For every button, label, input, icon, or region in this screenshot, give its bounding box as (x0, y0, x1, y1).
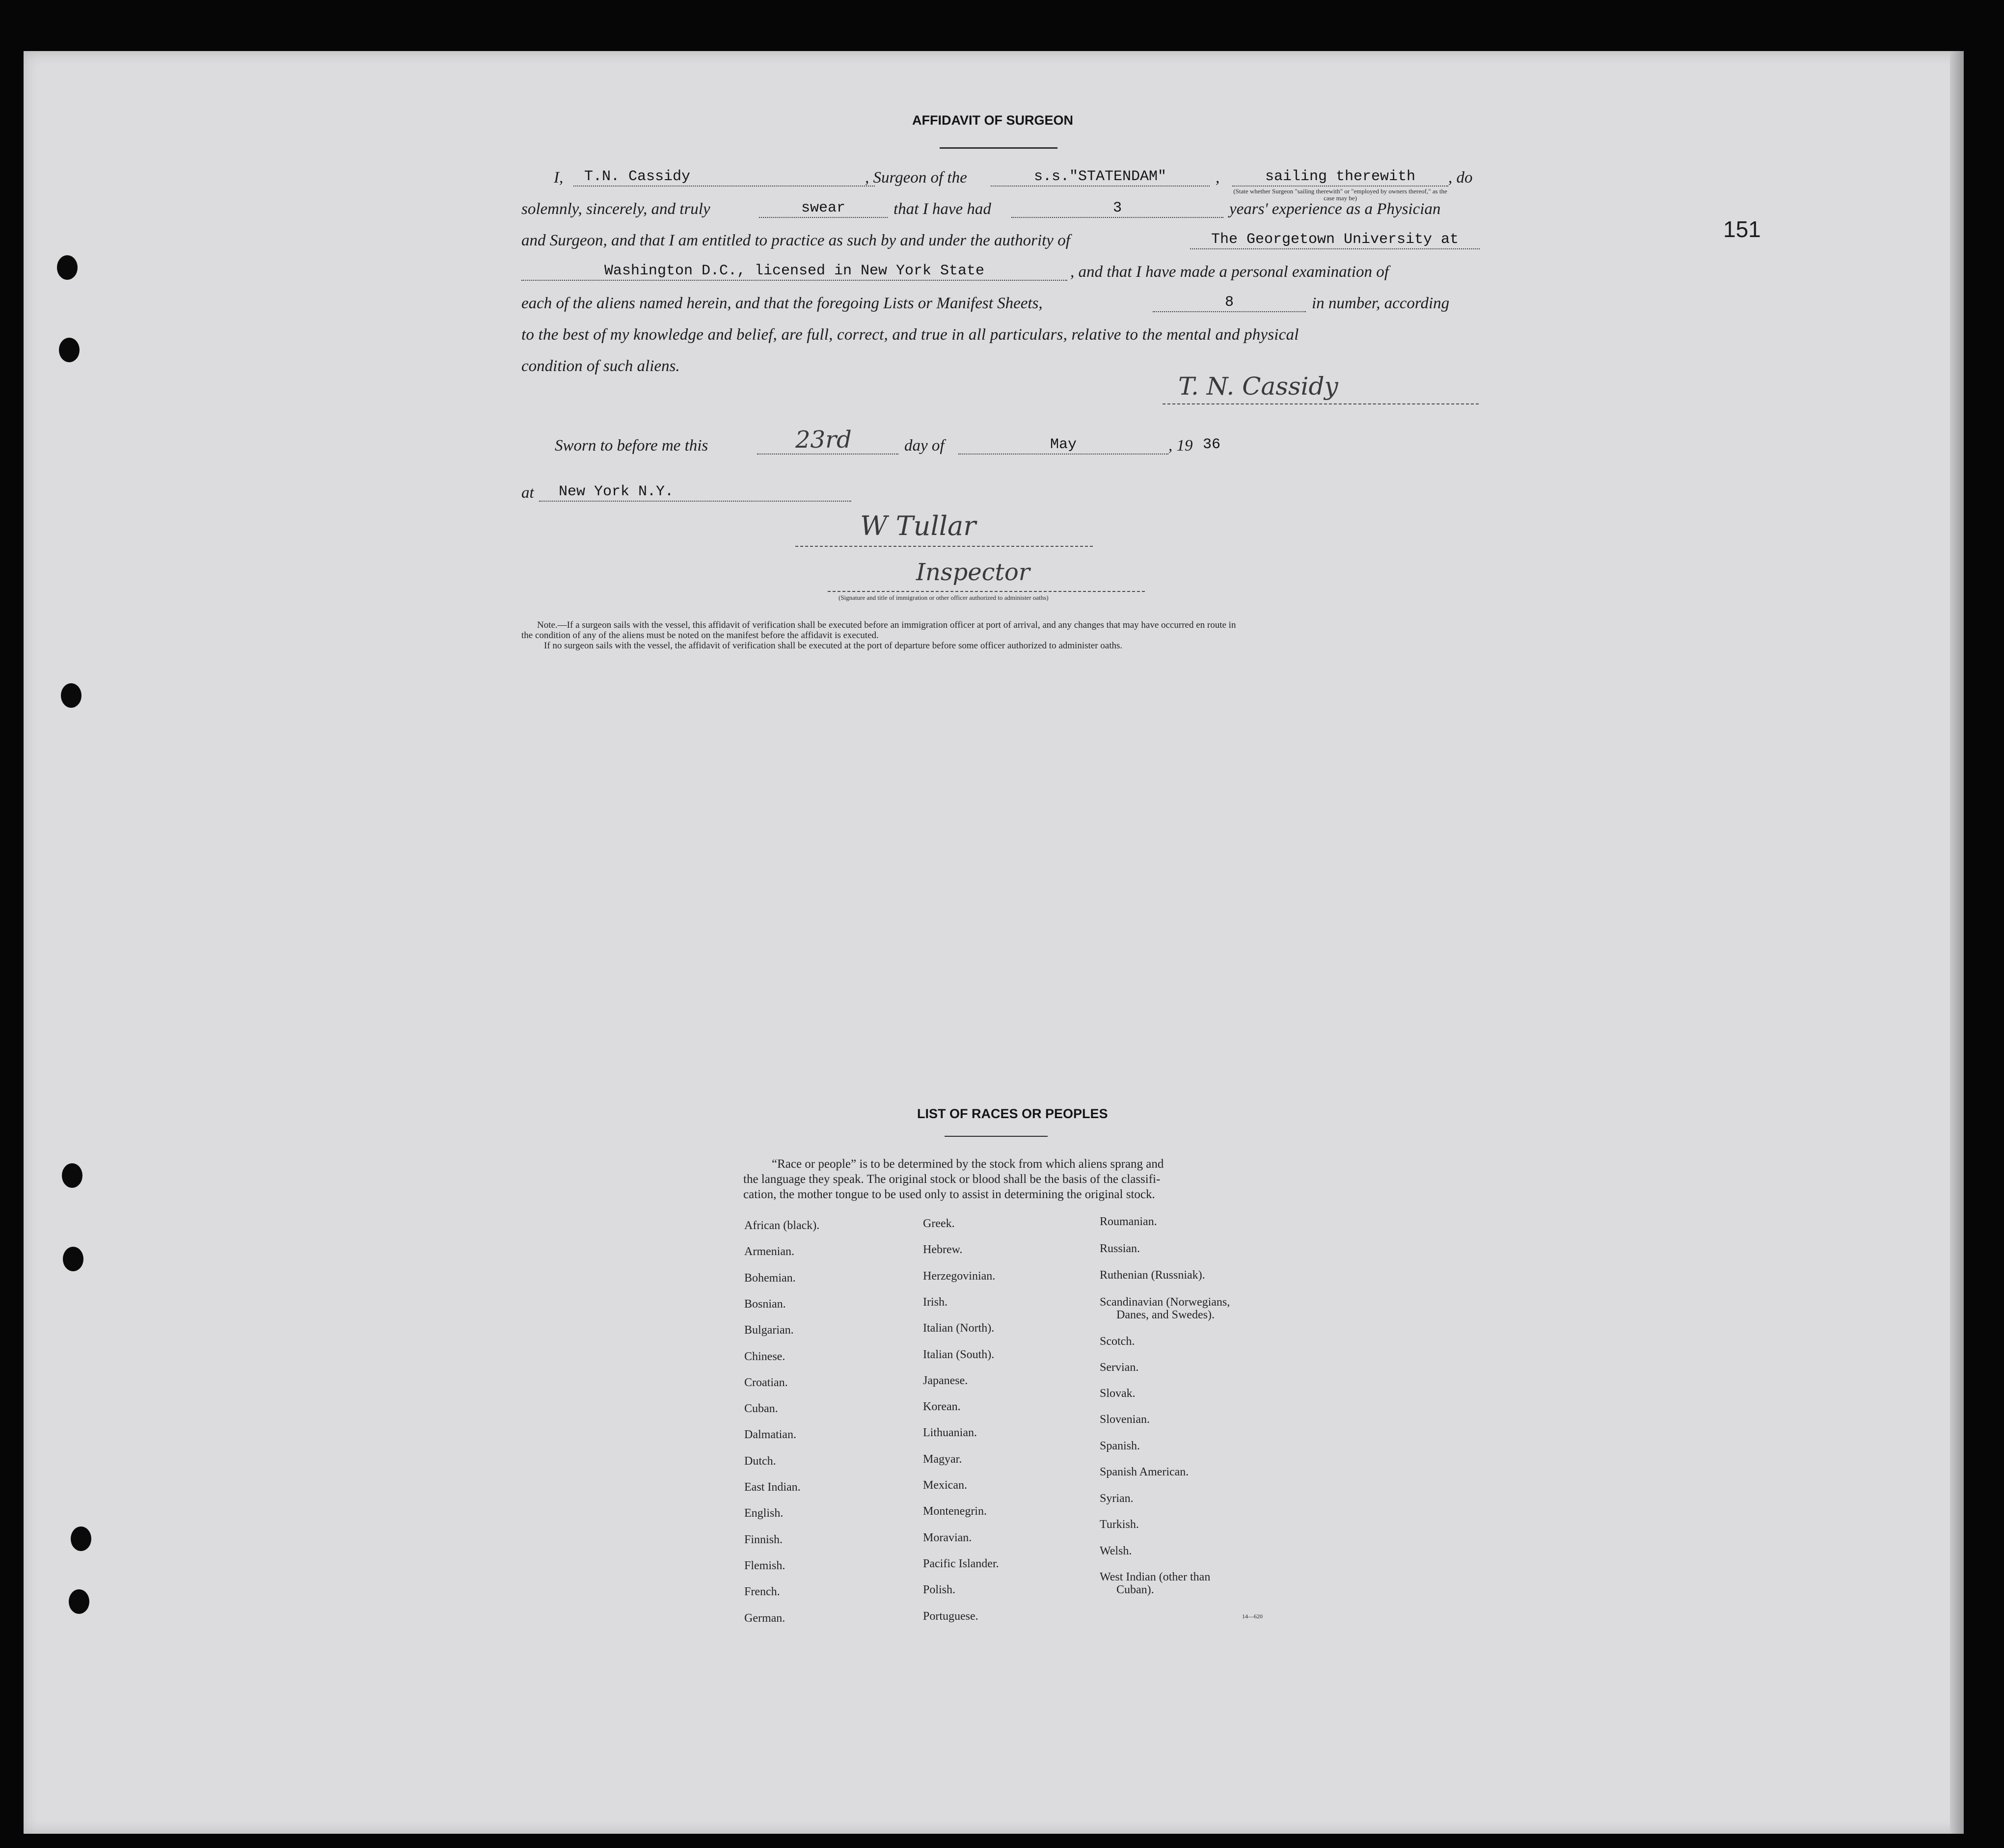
race-entry: Montenegrin. (923, 1505, 987, 1518)
authority-field-2: Washington D.C., licensed in New York State (521, 262, 1067, 281)
race-entry: Hebrew. (923, 1243, 963, 1257)
race-entry: Moravian. (923, 1531, 972, 1544)
race-entry: Italian (South). (923, 1348, 995, 1361)
race-entry: Finnish. (744, 1533, 783, 1546)
binder-hole (57, 255, 78, 280)
race-entry: French. (744, 1585, 780, 1599)
races-intro-1: “Race or people” is to be determined by the stock from which aliens sprang and (772, 1157, 1164, 1171)
races-title-rule (945, 1136, 1048, 1137)
years-field: 3 (1011, 199, 1223, 218)
race-entry: Polish. (923, 1583, 956, 1597)
text-surgeon-of-the: , Surgeon of the (865, 169, 967, 187)
oath-field: swear (759, 199, 888, 218)
race-entry: Irish. (923, 1295, 948, 1309)
race-entry: Spanish American. (1100, 1466, 1189, 1478)
binder-hole (61, 683, 81, 708)
page-number: 151 (1723, 216, 1761, 242)
race-entry: Bosnian. (744, 1297, 786, 1311)
race-entry: Italian (North). (923, 1322, 995, 1335)
race-entry: Welsh. (1100, 1545, 1132, 1557)
text-day-of: day of (904, 437, 945, 455)
race-entry: Greek. (923, 1217, 955, 1230)
text-i: I, (554, 169, 564, 187)
race-entry: East Indian. (744, 1481, 801, 1494)
race-entry: Dutch. (744, 1454, 776, 1468)
races-intro-3: cation, the mother tongue to be used only to assist in determining the original stock. (743, 1188, 1155, 1201)
text-and-that: , and that I have made a personal examination of (1070, 263, 1389, 281)
month-field: May (958, 436, 1168, 455)
text-condition: condition of such aliens. (521, 357, 680, 375)
text-sworn: Sworn to before me this (555, 437, 708, 455)
races-title: LIST OF RACES OR PEOPLES (917, 1106, 1108, 1121)
race-entry: African (black). (744, 1219, 820, 1232)
text-have-had: that I have had (894, 200, 991, 218)
ship-field: s.s."STATENDAM" (991, 168, 1210, 187)
race-entry: Cuban. (744, 1402, 778, 1416)
signature-caption: (Signature and title of immigration or other officer authorized to administer oaths) (839, 594, 1049, 601)
text-solemnly: solemnly, sincerely, and truly (521, 200, 710, 218)
officer-title-line (828, 591, 1145, 592)
race-entry: Chinese. (744, 1350, 785, 1363)
race-entry: Dalmatian. (744, 1428, 796, 1442)
day-handwritten: 23rd (795, 426, 852, 454)
title-rule (940, 147, 1057, 149)
race-entry: Turkish. (1100, 1518, 1139, 1531)
race-entry: Scandinavian (Norwegians, (1100, 1296, 1230, 1309)
race-entry: Cuban). (1116, 1583, 1154, 1596)
race-entry: Lithuanian. (923, 1426, 977, 1440)
text-and-surgeon: and Surgeon, and that I am entitled to practice as such by and under the authority of (521, 232, 1070, 249)
race-entry: Korean. (923, 1400, 961, 1414)
race-entry: Spanish. (1100, 1440, 1140, 1452)
race-entry: German. (744, 1611, 785, 1625)
text-in-number: in number, according (1312, 295, 1450, 312)
surgeon-name-field: T.N. Cassidy (573, 168, 875, 187)
races-intro-2: the language they speak. The original stock or blood shall be the basis of the classifi- (743, 1173, 1161, 1186)
race-entry: Scotch. (1100, 1335, 1135, 1348)
race-entry: Roumanian. (1100, 1215, 1157, 1228)
binder-hole (71, 1527, 91, 1551)
officer-signature-line (795, 546, 1093, 547)
authority-field-1: The Georgetown University at (1190, 231, 1480, 249)
text-years-experience: years' experience as a Physician (1229, 200, 1441, 218)
race-entry: English. (744, 1507, 784, 1520)
race-entry: Mexican. (923, 1479, 967, 1492)
race-entry: Herzegovinian. (923, 1269, 996, 1283)
race-entry: Portuguese. (923, 1609, 978, 1623)
text-year-prefix: , 19 (1168, 437, 1193, 455)
binder-hole (59, 338, 80, 362)
race-entry: Flemish. (744, 1559, 785, 1572)
race-entry: Armenian. (744, 1245, 794, 1259)
sailing-hint: (State whether Surgeon "sailing therewith" or "employed by owners thereof," as the case may be) (1233, 187, 1447, 202)
race-entry: Magyar. (923, 1452, 962, 1466)
binder-hole (69, 1589, 89, 1614)
binder-hole (62, 1163, 82, 1188)
form-code: 14—620 (1242, 1613, 1263, 1620)
race-entry: Slovenian. (1100, 1413, 1150, 1426)
race-entry: Bulgarian. (744, 1324, 794, 1337)
race-entry: Croatian. (744, 1376, 788, 1389)
place-field: New York N.Y. (539, 483, 851, 502)
officer-title: Inspector (916, 559, 1030, 586)
text-do: , do (1448, 169, 1473, 187)
officer-signature: W Tullar (860, 510, 976, 541)
race-entry: Russian. (1100, 1242, 1140, 1255)
note-line-1: Note.—If a surgeon sails with the vessel, this affidavit of verification shall be executed before an immigration officer at port of arrival, and any changes that may have occurred en route in (537, 620, 1236, 630)
sheets-field: 8 (1153, 294, 1306, 312)
race-entry: Bohemian. (744, 1271, 796, 1285)
sailing-status-field: sailing therewith (1232, 168, 1448, 187)
race-entry: Slovak. (1100, 1387, 1136, 1400)
year-field: 36 (1202, 436, 1220, 453)
text-comma: , (1216, 169, 1220, 187)
race-entry: Japanese. (923, 1374, 968, 1387)
note-line-2: the condition of any of the aliens must be noted on the manifest before the affidavit is executed. (521, 630, 879, 641)
note-line-3: If no surgeon sails with the vessel, the affidavit of verification shall be executed at the port of departure before some officer authorized to administer oaths. (544, 641, 1123, 651)
race-entry: Pacific Islander. (923, 1557, 999, 1570)
binder-hole (63, 1247, 83, 1271)
race-entry: Ruthenian (Russniak). (1100, 1269, 1205, 1282)
affidavit-title: AFFIDAVIT OF SURGEON (912, 113, 1073, 128)
race-entry: Syrian. (1100, 1492, 1134, 1505)
race-entry: Danes, and Swedes). (1116, 1309, 1215, 1321)
race-entry: Servian. (1100, 1361, 1139, 1374)
race-entry: West Indian (other than (1100, 1571, 1211, 1583)
text-best-of: to the best of my knowledge and belief, are full, correct, and true in all particulars, relative to the mental and physical (521, 326, 1299, 344)
surgeon-signature-line (1163, 403, 1479, 404)
text-each-of: each of the aliens named herein, and that the foregoing Lists or Manifest Sheets, (521, 295, 1043, 312)
surgeon-signature: T. N. Cassidy (1178, 372, 1338, 401)
text-at: at (521, 484, 534, 502)
